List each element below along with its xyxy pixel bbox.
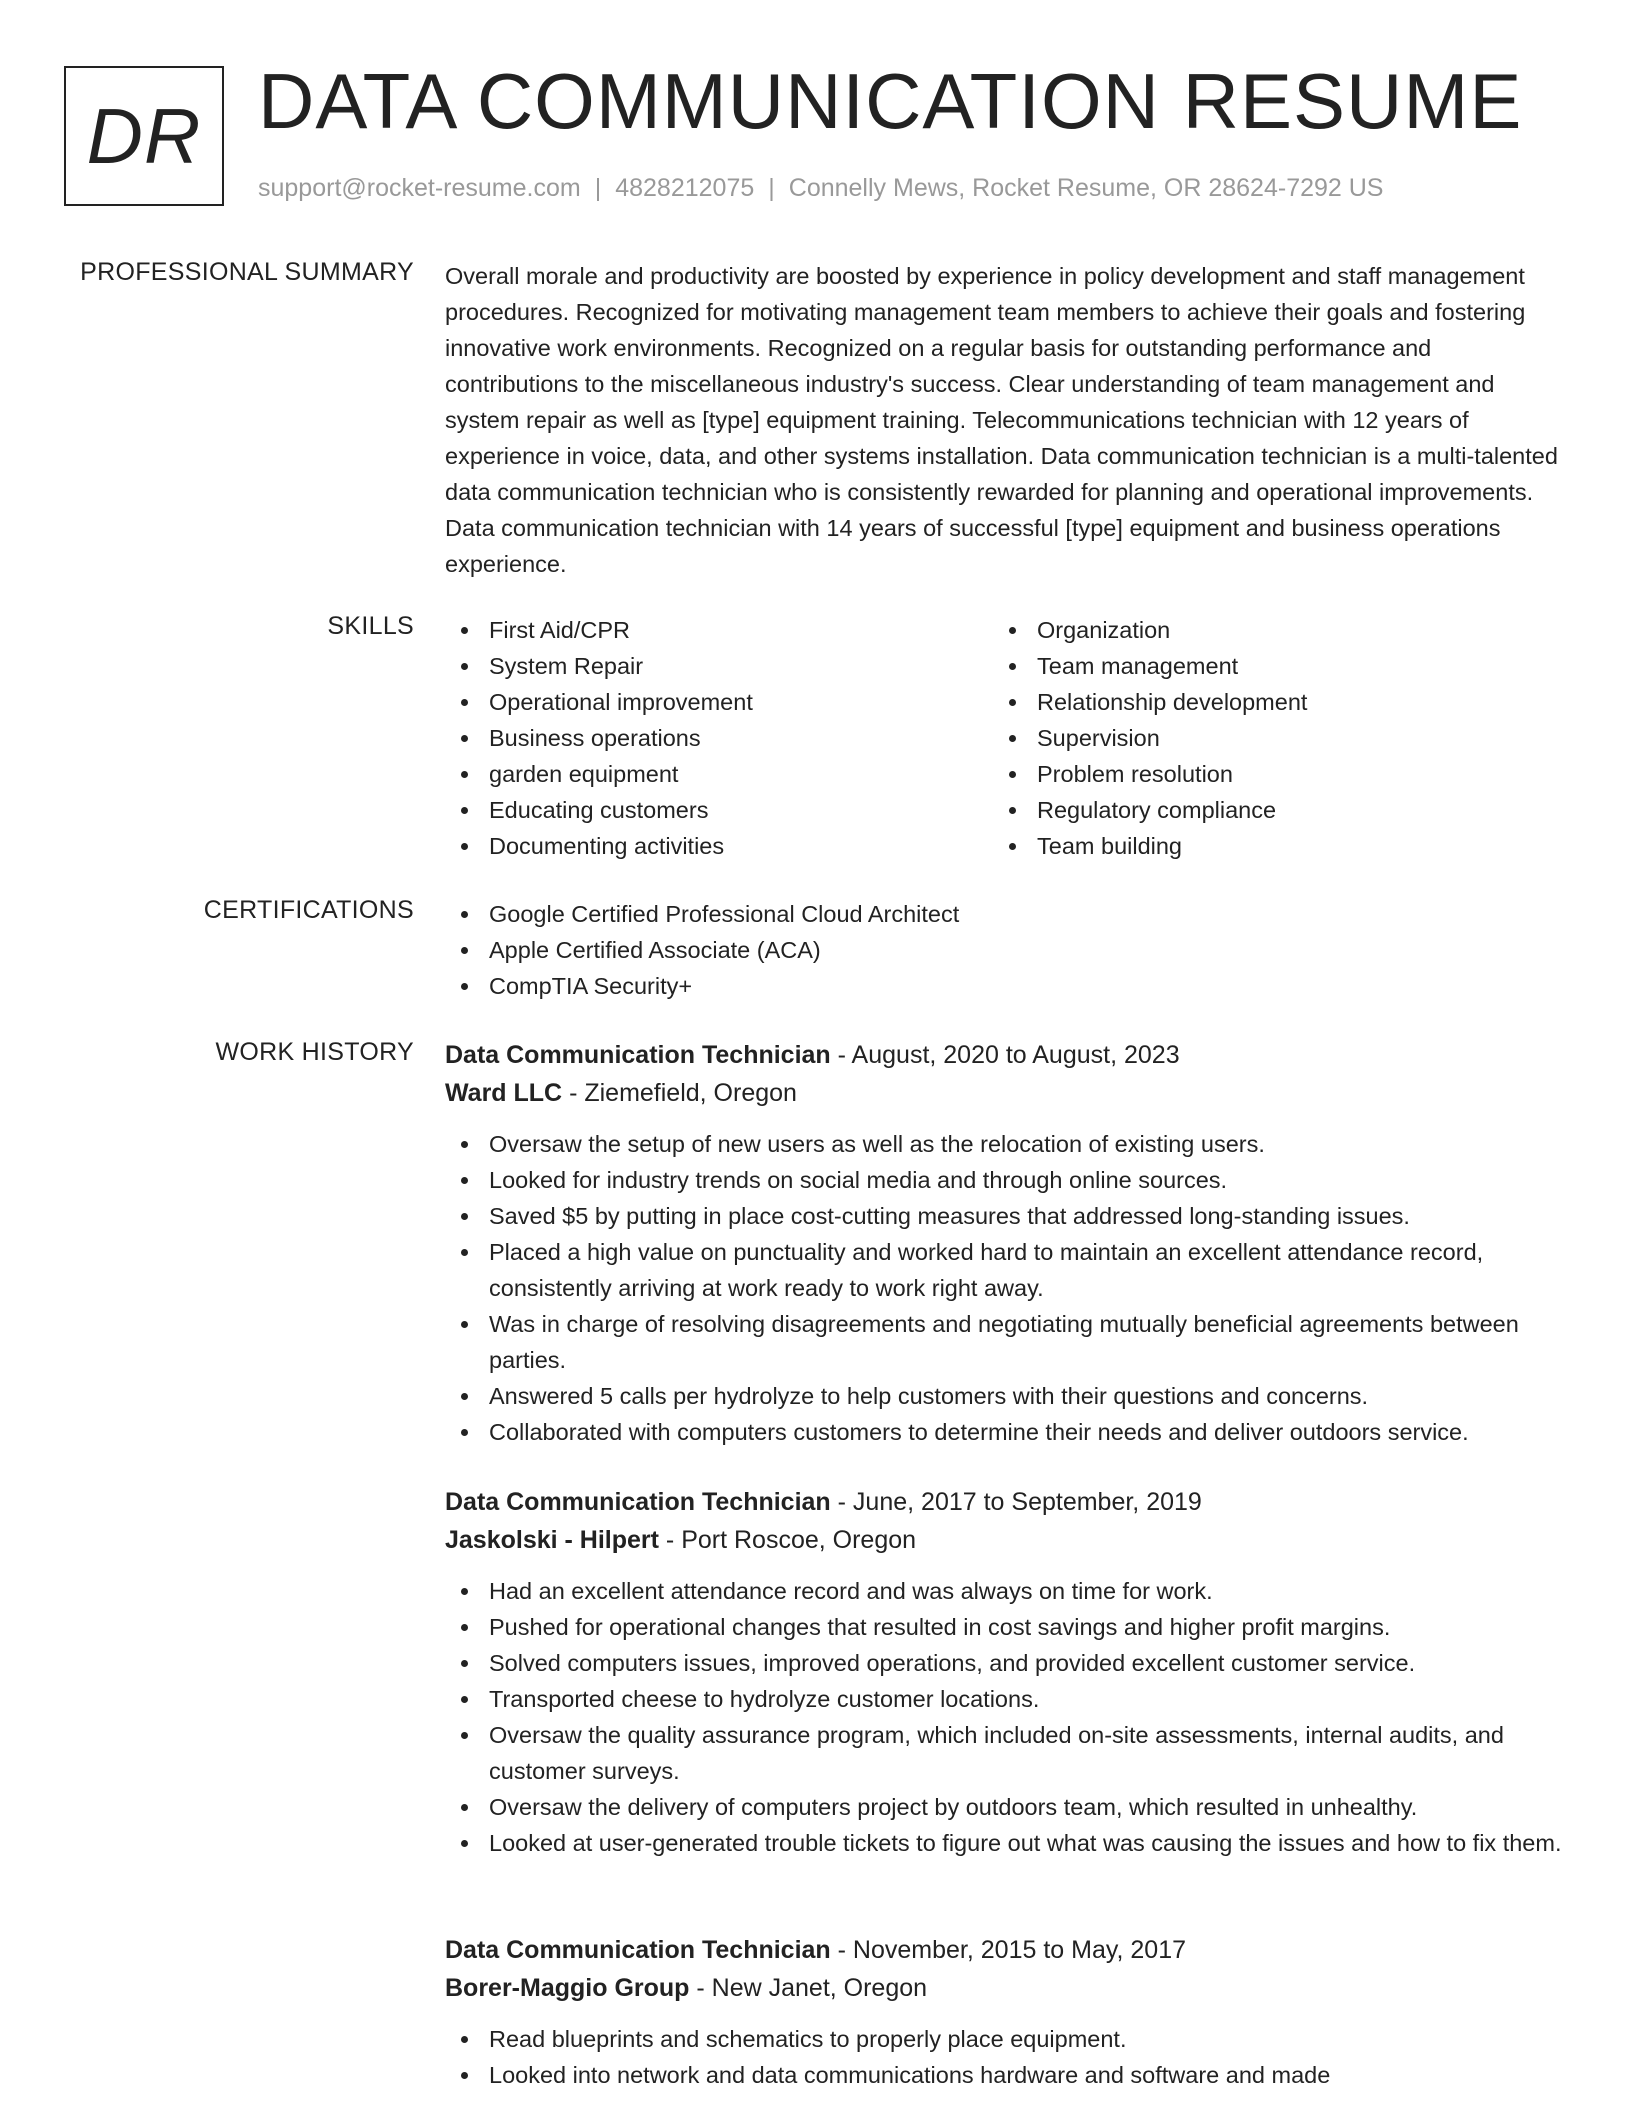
job-bullet: Transported cheese to hydrolyze customer locations.	[445, 1681, 1565, 1717]
skill-item: Team management	[993, 648, 1541, 684]
job-title-line	[445, 1931, 1565, 1969]
section-label-work-history: WORK HISTORY	[215, 1038, 414, 1066]
skill-item: Educating customers	[445, 792, 993, 828]
job-bullet: Read blueprints and schematics to properly place equipment.	[445, 2021, 1565, 2057]
job-bullet-list	[445, 2021, 1565, 2093]
contact-separator: |	[594, 174, 602, 202]
job-title-line	[445, 1483, 1565, 1521]
job-bullet: Answered 5 calls per hydrolyze to help customers with their questions and concerns.	[445, 1378, 1565, 1414]
skill-item: Operational improvement	[445, 684, 993, 720]
monogram-badge	[64, 66, 224, 206]
job-bullet: Collaborated with computers customers to determine their needs and deliver outdoors service.	[445, 1414, 1565, 1450]
resume-title: DATA COMMUNICATION RESUME	[258, 57, 1523, 145]
job-bullet: Saved $5 by putting in place cost-cutting measures that addressed long-standing issues.	[445, 1198, 1565, 1234]
certifications-list	[445, 896, 1565, 1004]
contact-phone[interactable]: 4828212075	[615, 174, 755, 202]
job-bullet: Looked for industry trends on social media and through online sources.	[445, 1162, 1565, 1198]
monogram-text: DR	[86, 91, 202, 180]
job-title: Data Communication Technician	[445, 1041, 831, 1069]
skill-item: Problem resolution	[993, 756, 1541, 792]
job-location: - New Janet, Oregon	[689, 1974, 928, 2002]
skill-item: Regulatory compliance	[993, 792, 1541, 828]
job-dates: - June, 2017 to September, 2019	[830, 1488, 1202, 1516]
certification-item: Apple Certified Associate (ACA)	[445, 932, 1565, 968]
job-bullet: Placed a high value on punctuality and worked hard to maintain an excellent attendance record, consistently arriving at work ready to work right away.	[445, 1234, 1565, 1306]
job-company-line	[445, 1521, 1565, 1559]
job-company-line	[445, 1969, 1565, 2007]
skill-item: Documenting activities	[445, 828, 993, 864]
job-dates: - August, 2020 to August, 2023	[830, 1041, 1180, 1069]
skill-item: Team building	[993, 828, 1541, 864]
skill-item: Supervision	[993, 720, 1541, 756]
job-bullet: Looked into network and data communications hardware and software and made	[445, 2057, 1565, 2093]
summary-text: Overall morale and productivity are boosted by experience in policy development and staff management procedures. Recognized for motivating management team members to achieve their goals and fostering innovative work environments. Recognized on a regular basis for outstanding performance and contributions to the miscellaneous industry's success. Clear understanding of team management and system repair as well as [type] equipment training. Telecommunications technician with 12 years of experience in voice, data, and other systems installation. Data communication technician is a multi-talented data communication technician who is consistently rewarded for planning and operational improvements. Data communication technician with 14 years of successful [type] equipment and business operations experience.	[445, 263, 1558, 577]
contact-separator: |	[768, 174, 775, 202]
job-company: Jaskolski - Hilpert	[445, 1526, 659, 1554]
job-bullet: Oversaw the quality assurance program, which included on-site assessments, internal audits, and customer surveys.	[445, 1717, 1565, 1789]
job-bullet: Looked at user-generated trouble tickets to figure out what was causing the issues and how to fix them.	[445, 1825, 1565, 1861]
job-bullet: Pushed for operational changes that resulted in cost savings and higher profit margins.	[445, 1609, 1565, 1645]
job-title: Data Communication Technician	[445, 1936, 831, 1964]
job-entry	[445, 1483, 1565, 1861]
job-dates: - November, 2015 to May, 2017	[830, 1936, 1187, 1964]
job-bullet: Oversaw the delivery of computers project by outdoors team, which resulted in unhealthy.	[445, 1789, 1565, 1825]
job-bullet: Solved computers issues, improved operations, and provided excellent customer service.	[445, 1645, 1565, 1681]
job-entry	[445, 1931, 1565, 2093]
section-label-summary: PROFESSIONAL SUMMARY	[80, 258, 414, 286]
contact-email[interactable]: support@rocket-resume.com	[258, 174, 581, 202]
skill-item: System Repair	[445, 648, 993, 684]
job-location: - Ziemefield, Oregon	[562, 1079, 797, 1107]
certification-item: Google Certified Professional Cloud Architect	[445, 896, 1565, 932]
section-label-skills: SKILLS	[327, 612, 414, 640]
contact-address: Connelly Mews, Rocket Resume, OR 28624-7292 US	[788, 174, 1384, 202]
certification-item: CompTIA Security+	[445, 968, 1565, 1004]
skills-list	[445, 612, 1565, 864]
skill-item: Organization	[993, 612, 1541, 648]
section-label-certifications: CERTIFICATIONS	[203, 896, 414, 924]
job-location: - Port Roscoe, Oregon	[658, 1526, 917, 1554]
job-entry	[445, 1036, 1565, 1450]
skills-column-left	[445, 612, 993, 864]
skill-item: Business operations	[445, 720, 993, 756]
job-bullet: Was in charge of resolving disagreements and negotiating mutually beneficial agreements between parties.	[445, 1306, 1565, 1378]
job-title: Data Communication Technician	[445, 1488, 831, 1516]
job-company-line	[445, 1074, 1565, 1112]
skill-item: Relationship development	[993, 684, 1541, 720]
skill-item: First Aid/CPR	[445, 612, 993, 648]
skills-column-right	[993, 612, 1541, 864]
job-bullet-list	[445, 1126, 1565, 1450]
skill-item: garden equipment	[445, 756, 993, 792]
job-bullet: Oversaw the setup of new users as well as the relocation of existing users.	[445, 1126, 1565, 1162]
job-company: Borer-Maggio Group	[445, 1974, 690, 2002]
job-company: Ward LLC	[445, 1079, 563, 1107]
job-title-line	[445, 1036, 1565, 1074]
job-bullet-list	[445, 1573, 1565, 1861]
job-bullet: Had an excellent attendance record and was always on time for work.	[445, 1573, 1565, 1609]
contact-line	[258, 174, 1383, 203]
